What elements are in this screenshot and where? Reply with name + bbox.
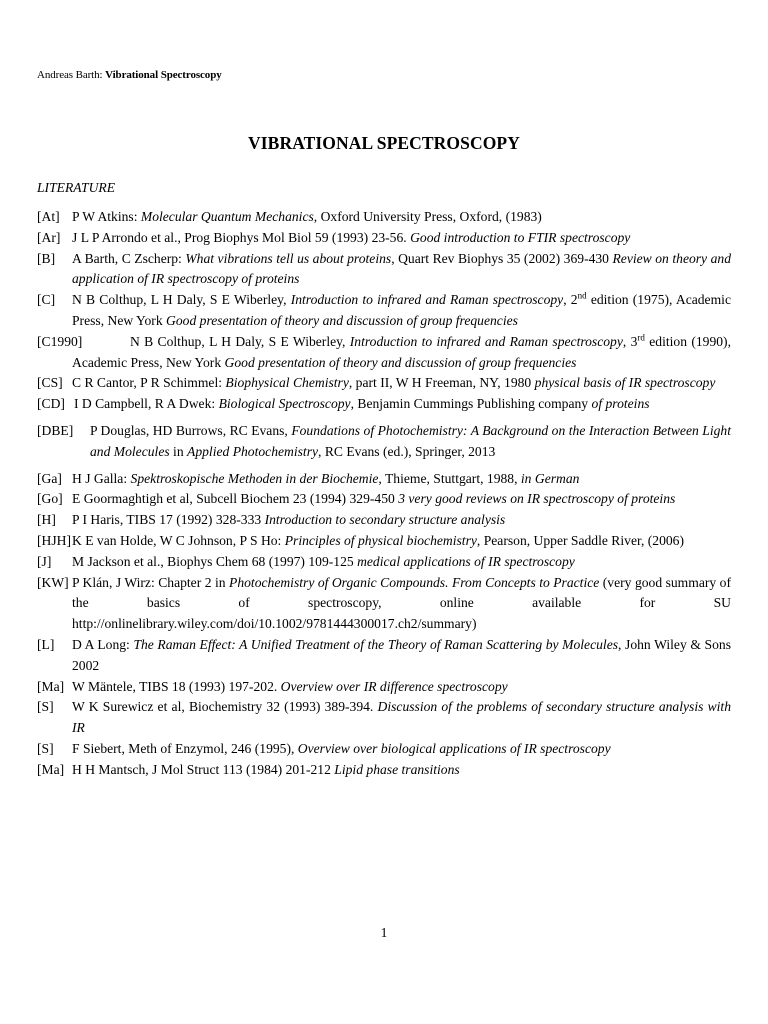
reference-item-cd: [CD] I D Campbell, R A Dwek: Biological Spectroscopy, Benjamin Cummings Publishing company of proteins (37, 396, 650, 412)
reference-key: [Go] (37, 491, 63, 507)
reference-key: [C1990] (37, 333, 83, 349)
reference-item-ga: [Ga] H J Galla: Spektroskopische Methoden in der Biochemie, Thieme, Stuttgart, 1988, in German (37, 469, 731, 490)
running-header (37, 69, 222, 81)
reference-item-at: [At] P W Atkins: Molecular Quantum Mechanics, Oxford University Press, Oxford, (1983) (37, 207, 731, 228)
reference-key: [KW] (37, 574, 69, 590)
reference-key: [CD] (37, 396, 65, 412)
reference-key: [At] (37, 209, 60, 224)
page-title: VIBRATIONAL SPECTROSCOPY (248, 133, 520, 153)
reference-item-j: [J] M Jackson et al., Biophys Chem 68 (1997) 109-125 medical applications of IR spectroscopy (37, 552, 731, 573)
section-heading: LITERATURE (37, 180, 116, 195)
reference-list (37, 207, 731, 781)
reference-key: [H] (37, 512, 56, 528)
reference-key: [CS] (37, 375, 63, 391)
reference-item-cs: [CS] C R Cantor, P R Schimmel: Biophysical Chemistry, part II, W H Freeman, NY, 1980 physical basis of IR spectroscopy (37, 373, 731, 394)
reference-item-l: [L] D A Long: The Raman Effect: A Unified Treatment of the Theory of Raman Scattering by Molecules, John Wiley & Sons 2002 (37, 636, 731, 673)
reference-item-b: [B] A Barth, C Zscherp: What vibrations tell us about proteins, Quart Rev Biophys 35 (2002) 369-430 Review on theory and application of IR spectroscopy of proteins (37, 250, 731, 287)
reference-item-ar: [Ar] J L P Arrondo et al., Prog Biophys Mol Biol 59 (1993) 23-56. Good introduction to FTIR spectroscopy (37, 228, 731, 249)
reference-key: [S] (37, 740, 54, 756)
page-number: 1 (380, 925, 388, 940)
reference-item-h: [H] P I Haris, TIBS 17 (1992) 328-333 Introduction to secondary structure analysis (37, 510, 731, 531)
reference-key: [Ar] (37, 229, 61, 245)
reference-item-s2: [S] F Siebert, Meth of Enzymol, 246 (1995), Overview over biological applications of IR spectroscopy (37, 739, 731, 760)
reference-item-c: [C] N B Colthup, L H Daly, S E Wiberley, Introduction to infrared and Raman spectroscopy, 2nd edition (1975), Academic Press, New York Good presentation of theory and discussion of group frequencies (37, 290, 731, 328)
reference-item-ma2: [Ma] H H Mantsch, J Mol Struct 113 (1984) 201-212 Lipid phase transitions (37, 760, 731, 781)
reference-key: [Ma] (37, 761, 65, 777)
reference-item-s1: [S] W K Surewicz et al, Biochemistry 32 (1993) 389-394. Discussion of the problems of secondary structure analysis with IR (37, 699, 732, 736)
header-author: Andreas Barth: (37, 69, 103, 81)
reference-key: [HJH] (37, 532, 71, 548)
reference-key: [J] (37, 553, 52, 569)
reference-key: [L] (37, 636, 55, 652)
reference-item-c1990: [C1990] N B Colthup, L H Daly, S E Wiberley, Introduction to infrared and Raman spectroscopy, 3rd edition (1990), Academic Press, New York Good presentation of theory and discussion of group frequencies (37, 332, 731, 370)
reference-key: [DBE] (37, 422, 74, 438)
reference-item-ma1: [Ma] W Mäntele, TIBS 18 (1993) 197-202. Overview over IR difference spectroscopy (37, 677, 731, 698)
reference-item-go: [Go] E Goormaghtigh et al, Subcell Biochem 23 (1994) 329-450 3 very good reviews on IR spectroscopy of proteins (37, 489, 731, 510)
reference-key: [C] (37, 292, 56, 308)
reference-key: [Ma] (37, 678, 65, 694)
reference-item-dbe: [DBE] P Douglas, HD Burrows, RC Evans, Foundations of Photochemistry: A Background on the Interaction Between Light and Molecules in Applied Photochemistry, RC Evans (ed.), Springer, 2013 (37, 422, 731, 459)
reference-key: [S] (37, 699, 54, 715)
reference-key: [Ga] (37, 470, 62, 486)
reference-item-hjh: [HJH] K E van Holde, W C Johnson, P S Ho: Principles of physical biochemistry, Pearson, Upper Saddle River, (2006) (37, 531, 731, 552)
reference-key: [B] (37, 250, 56, 266)
header-title: Vibrational Spectroscopy (105, 69, 222, 81)
reference-item-kw: [KW] P Klán, J Wirz: Chapter 2 in Photochemistry of Organic Compounds. From Concepts to Practice (very good summary of the basics of spectroscopy, online available for SU http://onlinelibrary.wiley.com/doi/10.1002/9781444300017.ch2/summary) (37, 574, 731, 632)
